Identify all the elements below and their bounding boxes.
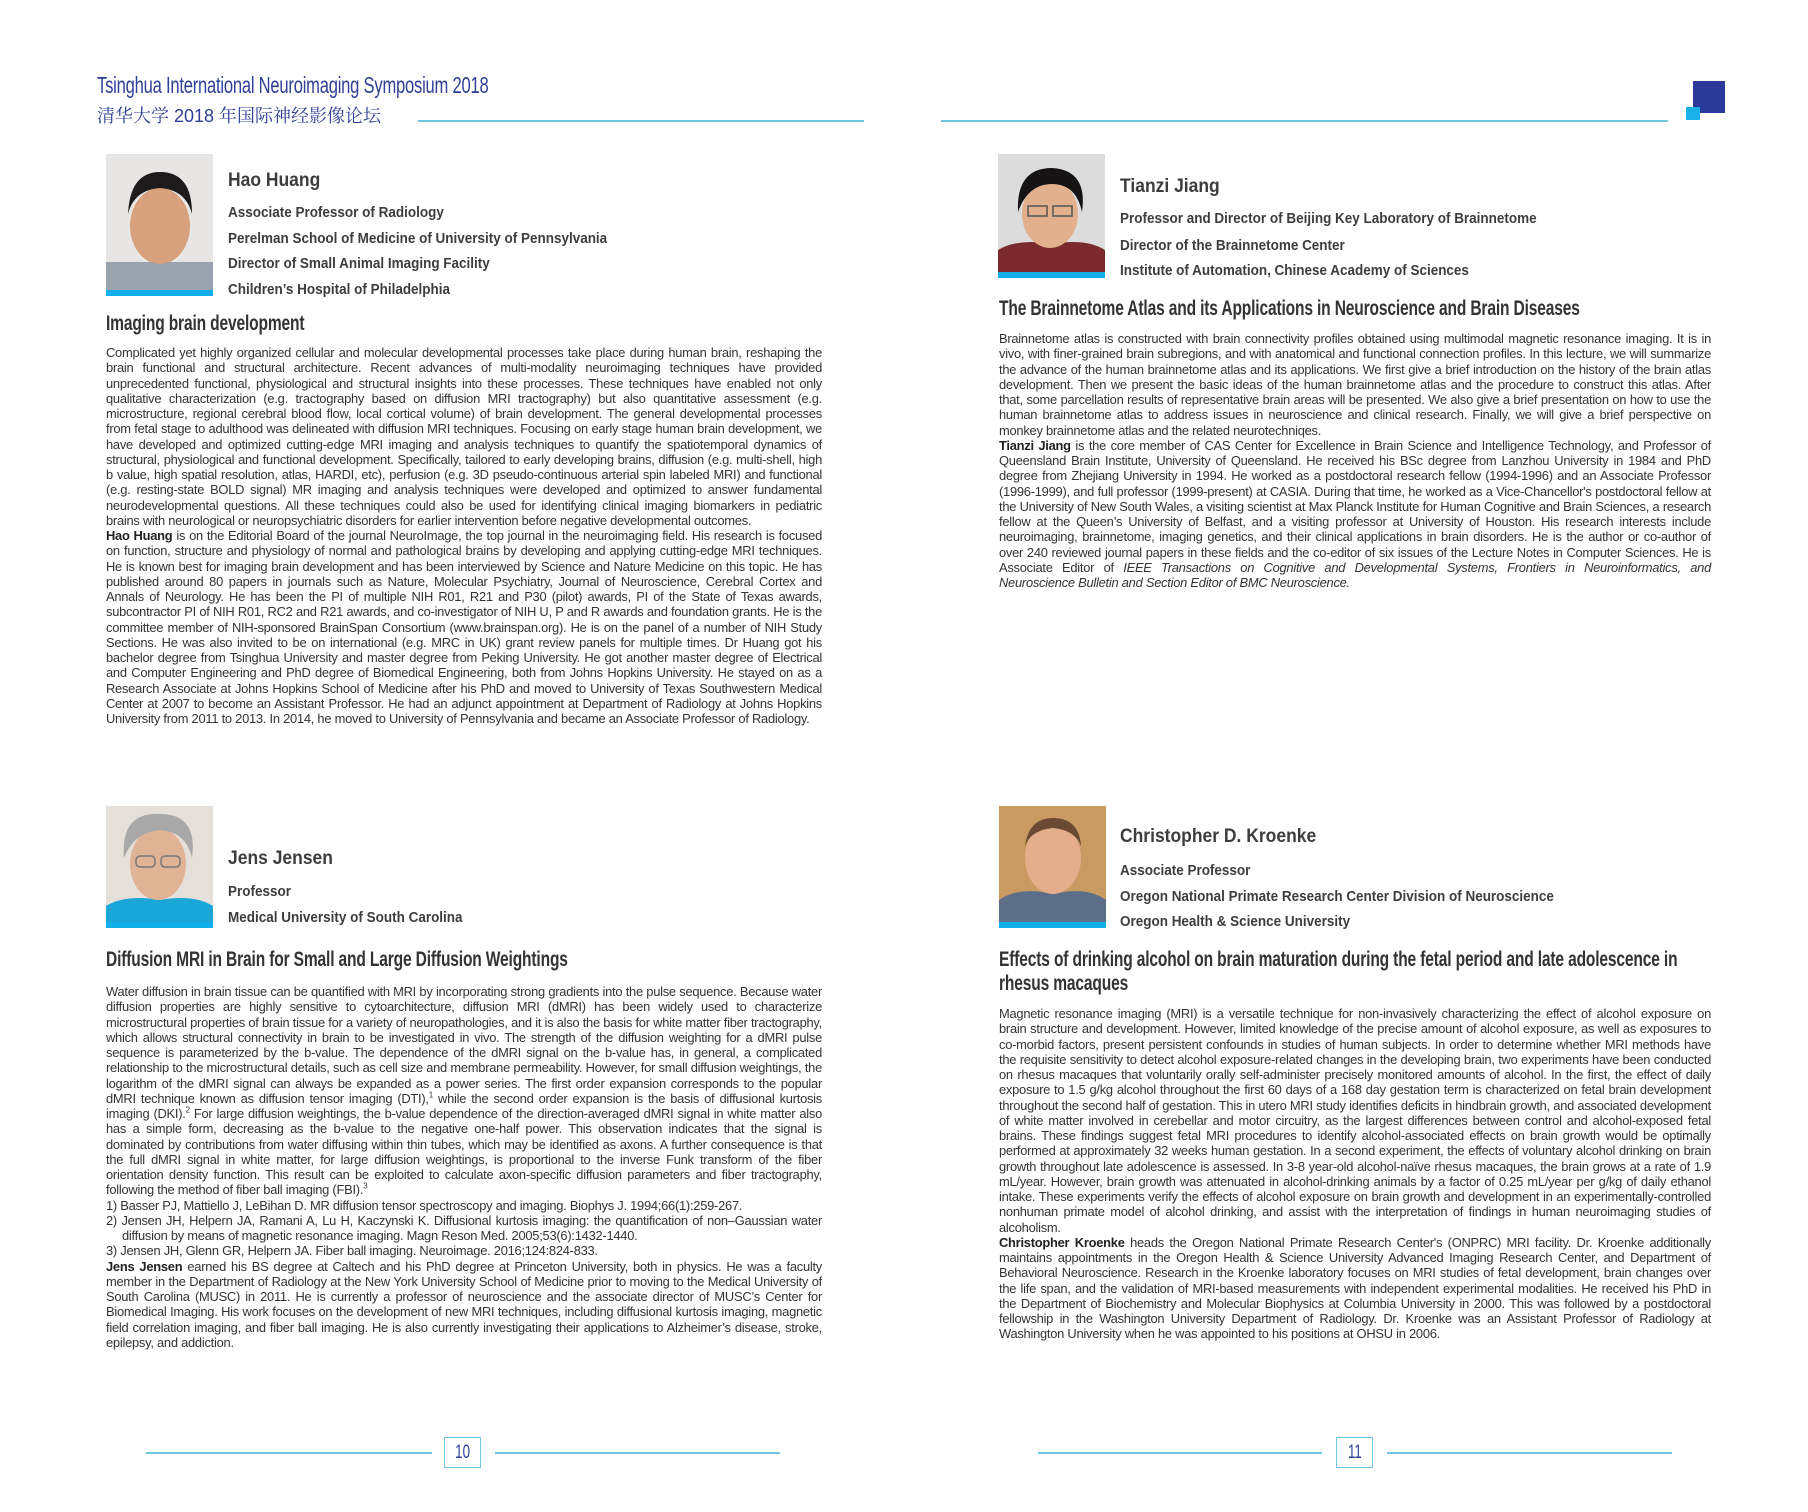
speaker-text — [999, 331, 1711, 590]
bio-text: is the core member of CAS Center for Excellence in Brain Science and Intelligence Technology, and Professor of Queensland Brain Institute, University of Queensland. He received his BSc degree from Lanzhou University in 1984 and PhD degree from Zhejiang University in 1994. He worked as a postdoctoral research fellow (1994-1996) and an Associate Professor (1996-1999), and full professor (1999-present) at CASIA. During that time, he worked as a Vice-Chancellor's postdoctoral fellow at the University of New South Wales, a visiting scientist at Max Planck Institute for Human Cognitive and Brain Sciences, a research fellow at the Queen’s University of Belfast, and a visiting professor at University of Houston. His research interests include neuroimaging, brainnetome, imaging genetics, and their clinical applications in brain disorders. He is the author or co-author of over 240 reviewed journal papers in these fields and the co-editor of six issues of the Lecture Notes in Computer Sciences. He is Associate Editor of — [999, 437, 1711, 575]
abstract: Magnetic resonance imaging (MRI) is a versatile technique for non-invasively characterizing the effect of alcohol exposure on brain structure and development. However, limited knowledge of the precise amount of alcohol exposure, as well as exposures to co-morbid factors, present persistent confounds in studies of human subjects. In order to determine whether MRI methods have the requisite sensitivity to detect alcohol exposure-related changes in the developing brain, two experiments have been conducted on rhesus macaques that voluntarily orally self-administer precisely monitored amounts of alcohol. In the first, the effect of daily exposure to 1.5 g/kg alcohol throughout the first 60 days of a 168 day gestation term is characterized on fetal brain development throughout the second half of gestation. This in utero MRI study identifies deficits in hindbrain growth, and associated development of white matter involved in cerebellar and motor circuitry, as the largest differences between control and alcohol-exposed fetal brains. These findings suggest fetal MRI procedures to identify alcohol-associated effects on brain growth would be optimally performed at approximately 32 weeks human gestation. In a second experiment, the effects of voluntary alcohol drinking on brain growth throughout late adolescence is assessed. In 3-8 year-old alcohol-naïve rhesus macaques, the brain grows at a rate of 1.9 mL/year. However, brain growth was attenuated in alcohol-drinking animals by a factor of 0.25 mL/year per g/kg of daily ethanol intake. These experiments verify the effects of alcohol exposure on brain growth and development in an experimentally-controlled nonhuman primate model of alcohol drinking, and assist with the interpretation of findings in human neuroimaging studies of alcoholism. — [999, 1006, 1711, 1235]
bio-text: earned his BS degree at Caltech and his PhD degree at Princeton University, both in physics. He was a faculty member in the Department of Radiology at the New York University School of Medicine prior to moving to the Medical University of South Carolina (MUSC) in 2011. He is currently a professor of neuroscience and the associate director of MUSC’s Center for Biomedical Imaging. His work focuses on the development of new MRI techniques, including diffusional kurtosis imaging, magnetic field correlation imaging, and fiber ball imaging. He is also currently investigating their applications to Alzheimer’s disease, stroke, epilepsy, and addiction. — [106, 1258, 823, 1350]
speaker-text — [999, 1006, 1711, 1342]
footer-rule — [1387, 1452, 1672, 1454]
header-rule-right — [941, 120, 1668, 122]
brand-small-square-icon — [1686, 107, 1700, 120]
footer-rule — [1038, 1452, 1322, 1454]
biography — [106, 528, 822, 726]
speaker-role: Director of the Brainnetome Center — [1120, 238, 1345, 254]
page-number-text: 11 — [1347, 1442, 1362, 1463]
reference: 1) Basser PJ, Mattiello J, LeBihan D. MR diffusion tensor spectroscopy and imaging. Biophys J. 1994;66(1):259-267. — [106, 1197, 743, 1213]
talk-title: Diffusion MRI in Brain for Small and Large Diffusion Weightings — [106, 948, 568, 971]
page-number-right — [1336, 1437, 1373, 1468]
speaker-text — [106, 984, 822, 1350]
speaker-name: Jens Jensen — [228, 848, 333, 869]
abstract: Complicated yet highly organized cellular and molecular developmental processes take place during human brain, reshaping the brain functional and structural architecture. Recent advances of multi-modality neuroimaging techniques have provided unprecedented functional, physiological and structural insights into these processes. These techniques have enabled not only qualitative characterization (e.g. tractography based on diffusion MRI tractography) but also quantitative assessment (e.g. microstructure, regional cerebral blood flow, local cortical volume) of brain development. The general developmental processes from fetal stage to adulthood was delineated with diffusion MRI techniques. Focusing on early stage human brain development, we have developed and optimized cutting-edge MRI imaging and analysis techniques to quantify the spatiotemporal dynamics of structural, physiological and functional development. Specifically, tailored to early developing brains, diffusion (e.g. multi-shell, high b value, high spatial resolution, atlas, HARDI, etc), perfusion (e.g. 3D pseudo-continuous arterial spin labeled MRI) and functional (e.g. resting-state BOLD signal) MR imaging and analysis techniques were developed and optimized to answer fundamental neurodevelopmental questions. All these techniques could also be used for identifying clinical imaging biomarkers in pediatric brains with neurological or neuropsychiatric disorders for earlier intervention before negative developmental outcomes. — [106, 345, 822, 528]
biography — [106, 1259, 822, 1351]
portrait-photo-tianzi-jiang — [998, 154, 1105, 278]
symposium-title-en: Tsinghua International Neuroimaging Symposium 2018 — [97, 72, 489, 98]
abstract-part: Water diffusion in brain tissue can be quantified with MRI by incorporating strong gradients into the pulse sequence. Because water diffusion properties are highly sensitive to cytoarchitecture, diffusion MRI (dMRI) has been widely used to characterize microstructural properties of brain tissue for a variety of neuropathologies, and it is also the basis for white matter fiber tractography, which allows structural connectivity in brain to be investigated in vivo. The strength of the diffusion weighting for a dMRI pulse sequence is parameterized by the b-value. The dependence of the dMRI signal on the b-value has, in general, a complicated relationship to the microstructural details, such as cell size and membrane permeability. However, for small diffusion weightings, the logarithm of the dMRI signal can always be expanded as a power series. The first order expansion corresponds to the popular dMRI technique known as diffusion tensor imaging (DTI), — [106, 984, 822, 1106]
portrait-photo-hao-huang — [106, 154, 213, 296]
speaker-role: Oregon Health & Science University — [1120, 914, 1351, 930]
footnote-mark: 1 — [428, 1090, 433, 1100]
speaker-role: Perelman School of Medicine of University of Pennsylvania — [228, 231, 608, 247]
bio-journals: IEEE Transactions on Cognitive and Developmental Systems, Frontiers in Neuroinformatics, and Neuroscience Bulletin and Section Editor of BMC Neuroscience. — [999, 559, 1712, 590]
speaker-role: Medical University of South Carolina — [228, 910, 463, 926]
speaker-name: Hao Huang — [228, 170, 321, 191]
talk-title: Imaging brain development — [106, 312, 305, 335]
talk-title: Effects of drinking alcohol on brain maturation during the fetal period and late adolescence in rhesus macaques — [999, 948, 1678, 995]
abstract — [106, 984, 822, 1198]
speaker-role: Oregon National Primate Research Center Division of Neuroscience — [1120, 889, 1554, 905]
bio-text: is on the Editorial Board of the journal NeuroImage, the top journal in the neuroimaging field. His research is focused on function, structure and physiology of normal and pathological brains by developing and applying cutting-edge MRI techniques. He is known best for imaging brain development and has been interviewed by Science and Nature Medicine on this topic. He has published around 80 papers in journals such as Nature, Molecular Psychiatry, Journal of Neuroscience, Cerebral Cortex and Annals of Neurology. He has been the PI of multiple NIH R01, R21 and P30 (pilot) awards, PI of the State of Texas awards, subcontractor PI of NIH R01, RC2 and R21 awards, and co-investigator of NIH U, P and R awards and foundation grants. He is the committee member of NIH-sponsored BrainSpan Consortium (www.brainspan.org). He is on the panel of a number of NIH Study Sections. He was also invited to be on international (e.g. MRC in UK) grant review panels for multiple times. Dr Huang got his bachelor degree from Tsinghua University and master degree from Peking University. He got another master degree of Electrical and Computer Engineering and PhD degree of Biomedical Engineering, both from Johns Hopkins University. He stayed on as a Research Associate at Johns Hopkins School of Medicine after his PhD and moved to University of Texas Southwestern Medical Center at 2007 to become an Assistant Professor. He had an adjunct appointment at Department of Radiology at Johns Hopkins University from 2011 to 2013. In 2014, he moved to University of Pennsylvania and became an Associate Professor of Radiology. — [106, 528, 822, 726]
speaker-role: Associate Professor of Radiology — [228, 205, 444, 221]
header-rule-left — [418, 120, 864, 122]
speaker-name: Christopher D. Kroenke — [1120, 826, 1317, 847]
abstract-part: For large diffusion weightings, the b-value dependence of the direction-averaged dMRI signal in white matter also has a simple form, decreasing as the b-value to the negative one-half power. This observation indicates that the signal is dominated by contributions from water diffusing within thin tubes, which may be identified as axons. A further consequence is that the full dMRI signal in white matter, for large diffusion weightings, is proportional to the inverse Funk transform of the fiber orientation density function. This result can be exploited to calculate axon-specific diffusion parameters and fiber tractography, following the method of fiber ball imaging (FBI). — [106, 1106, 822, 1198]
footnote-mark: 2 — [185, 1105, 190, 1115]
speaker-role: Professor — [228, 884, 291, 900]
abstract: Brainnetome atlas is constructed with brain connectivity profiles obtained using multimodal magnetic resonance imaging. It is in vivo, with finer-grained brain subregions, and with anatomical and functional connection profiles. In this lecture, we will summarize the advance of the human brainnetome atlas and its applications. We first give a brief introduction on the history of the brain atlas development. Then we present the basic ideas of the human brainnetome atlas and the procedure to construct this atlas. After that, some parcellation results of representative brain areas will be presented. We also give a brief presentation on how to use the human brainnetome atlas to address issues in neuroscience and clinical research. Finally, we will give a brief perspective on monkey brainnetome atlas and the related neurotechniqes. — [999, 331, 1711, 438]
footnote-mark: 3 — [363, 1181, 368, 1191]
abstract-part: while the second order expansion is the basis of diffusional kurtosis imaging (DKI). — [106, 1090, 822, 1121]
page-number-text: 10 — [455, 1442, 470, 1463]
speaker-text — [106, 345, 822, 726]
bio-name: Christopher Kroenke — [999, 1234, 1125, 1250]
talk-title: The Brainnetome Atlas and its Applications in Neuroscience and Brain Diseases — [999, 297, 1580, 320]
portrait-photo-christopher-kroenke — [999, 806, 1106, 928]
speaker-role: Professor and Director of Beijing Key Laboratory of Brainnetome — [1120, 211, 1537, 227]
speaker-role: Children’s Hospital of Philadelphia — [228, 282, 451, 298]
bio-name: Jens Jensen — [106, 1258, 183, 1274]
footer-rule — [495, 1452, 780, 1454]
speaker-role: Director of Small Animal Imaging Facility — [228, 256, 490, 272]
reference: 2) Jensen JH, Helpern JA, Ramani A, Lu H, Kaczynski K. Diffusional kurtosis imaging: the quantification of non‒Gaussian water diffusion by means of magnetic resonance imaging. Magn Reson Med. 2005;53(6):1432-1440. — [106, 1212, 822, 1243]
bio-name: Tianzi Jiang — [999, 437, 1071, 453]
portrait-photo-jens-jensen — [106, 806, 213, 928]
speaker-role: Institute of Automation, Chinese Academy of Sciences — [1120, 263, 1469, 279]
bio-name: Hao Huang — [106, 528, 173, 543]
biography — [999, 438, 1711, 591]
biography — [999, 1235, 1711, 1342]
footer-rule — [146, 1452, 432, 1454]
reference: 3) Jensen JH, Glenn GR, Helpern JA. Fiber ball imaging. Neuroimage. 2016;124:824-833. — [106, 1243, 598, 1259]
symposium-title-cn: 清华大学 2018 年国际神经影像论坛 — [97, 106, 382, 126]
page-number-left — [444, 1437, 481, 1468]
bio-text: heads the Oregon National Primate Research Center's (ONPRC) MRI facility. Dr. Kroenke additionally maintains appointments in the Oregon Health & Science University Advanced Imaging Research Center, and Department of Behavioral Neuroscience. Research in the Kroenke laboratory focuses on MRI studies of fetal development, brain changes over the life span, and the validation of MRI-based measurements with independent experimental modalities. He received his PhD in the Department of Biochemistry and Molecular Biophysics at Columbia University in 2000. This was followed by a postdoctoral fellowship in the Washington University Department of Radiology. Dr. Kroenke was an Assistant Professor of Radiology at Washington University when he was appointed to his positions at OHSU in 2006. — [999, 1234, 1711, 1342]
speaker-role: Associate Professor — [1120, 863, 1251, 879]
speaker-name: Tianzi Jiang — [1120, 176, 1220, 197]
